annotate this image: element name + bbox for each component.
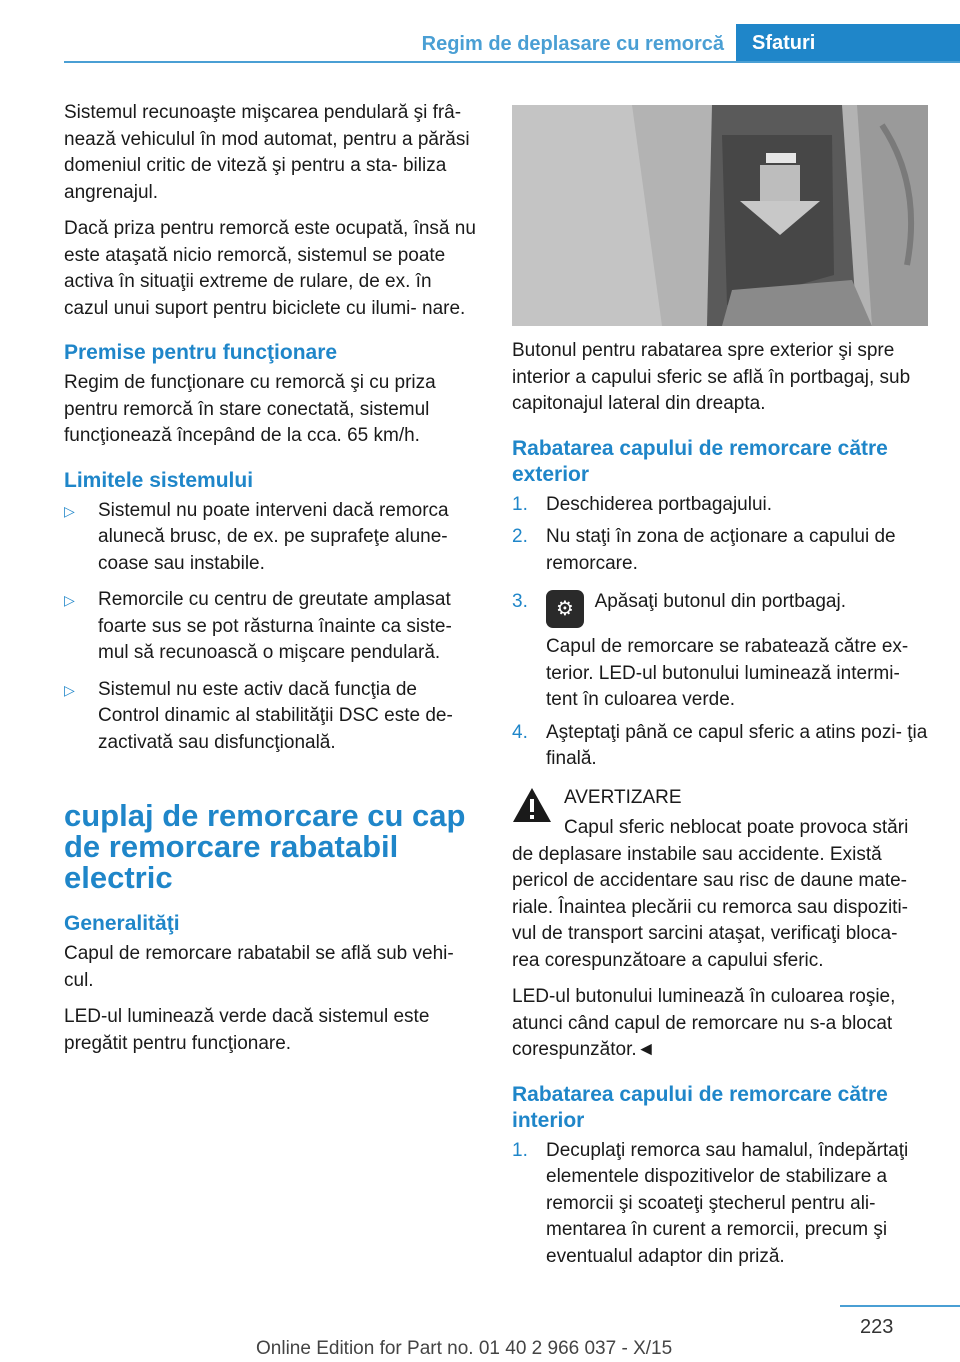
heading-fold-in: Rabatarea capului de remorcare către interior bbox=[512, 1082, 888, 1132]
list-item bbox=[512, 524, 928, 577]
list-item bbox=[512, 720, 928, 773]
paragraph-general-1: Capul de remorcare rabatabil se află sub vehi- cul. bbox=[64, 943, 454, 991]
paragraph-general-2: LED-ul luminează verde dacă sistemul este pregătit pentru funcţionare. bbox=[64, 1006, 430, 1054]
photo-caption: Butonul pentru rabatarea spre exterior şi spre interior a capului sferic se află în portbagaj, sub capitonajul lateral din dreapta. bbox=[512, 340, 911, 414]
list-item bbox=[512, 492, 928, 519]
step-text: Apăsaţi butonul din portbagaj. bbox=[594, 591, 846, 612]
heading-main-section: cuplaj de remorcare cu cap de remorcare rabatabil electric bbox=[64, 798, 466, 895]
paragraph-socket: Dacă priza pentru remorcă este ocupată, însă nu este ataşată nicio remorcă, sistemul se poate activa în situaţii extreme de rulare, de ex. în cazul unui suport pentru biciclete cu ilumi- nare. bbox=[64, 218, 476, 319]
warning-block bbox=[512, 785, 928, 975]
paragraph-pendulum: Sistemul recunoaşte mişcarea pendulară şi frâ- nează vehiculul în mod automat, pentru a părăsi domeniul critic de viteză şi pentru a sta- biliza angrenajul. bbox=[64, 102, 470, 203]
heading-limits: Limitele sistemului bbox=[64, 468, 254, 492]
tow-hitch-button-icon: ⚙ bbox=[546, 590, 584, 628]
trunk-panel-illustration bbox=[512, 105, 928, 326]
paragraph-premise: Regim de funcţionare cu remorcă şi cu priza pentru remorcă în stare conectată, sistemul funcţionează începând de la cca. 65 km/h. bbox=[64, 372, 436, 446]
step-text: Nu staţi în zona de acţionare a capului de remorcare. bbox=[546, 526, 896, 574]
step-number: 1. bbox=[512, 493, 528, 515]
footer-edition: Online Edition for Part no. 01 40 2 966 037 - X/15 bbox=[256, 1338, 673, 1359]
step-number: 4. bbox=[512, 721, 528, 743]
step-text: Decuplaţi remorca sau hamalul, îndepărtaţi elementele dispozitivelor de stabilizare a remorcii şi scoateţi ştecherul pentru ali- mentarea în curent a remorcii, precum şi eventualul adaptor din priză. bbox=[546, 1139, 909, 1267]
warning-text: Capul sferic neblocat poate provoca stări de deplasare instabile sau accidente. Există pericol de accidentare sau risc de daune mate- riale. Înaintea plecării cu remorca sau dispoziti- vul de transport sarcini ataşat, verificaţi bloca- rea corespunzătoare a capului sferic. bbox=[512, 817, 909, 971]
list-item: ▷ Sistemul nu poate interveni dacă remorca alunecă brusc, de ex. pe suprafeţe alune- coase sau instabile. bbox=[64, 498, 478, 578]
running-header-chapter: Sfaturi bbox=[736, 24, 960, 62]
heading-general: Generalităţi bbox=[64, 912, 180, 935]
warning-title: AVERTIZARE bbox=[564, 786, 682, 808]
step-number: 3. bbox=[512, 591, 528, 612]
limits-list bbox=[64, 498, 478, 757]
step-number: 1. bbox=[512, 1139, 528, 1161]
step-number: 2. bbox=[512, 526, 528, 547]
warning-triangle-icon bbox=[512, 787, 552, 823]
step-subtext: Capul de remorcare se rabatează către ex- terior. LED-ul butonului luminează intermi- tent în culoarea verde. bbox=[546, 636, 909, 710]
running-header-section: Regim de deplasare cu remorcă bbox=[421, 33, 724, 55]
step-text: Aşteptaţi până ce capul sferic a atins pozi- ţia finală. bbox=[546, 721, 928, 769]
heading-premise: Premise pentru funcţionare bbox=[64, 341, 338, 364]
trunk-button-photo bbox=[512, 105, 928, 326]
fold-out-steps bbox=[512, 492, 928, 773]
header-rule bbox=[64, 61, 960, 63]
paragraph-led-red: LED-ul butonului luminează în culoarea roşie, atunci când capul de remorcare nu s-a blocat corespunzător.◄ bbox=[512, 986, 896, 1060]
left-column bbox=[64, 100, 478, 1067]
right-column bbox=[512, 338, 928, 1276]
page-number: 223 bbox=[860, 1316, 894, 1338]
footer-rule bbox=[840, 1305, 960, 1307]
list-item bbox=[512, 589, 928, 714]
step-text: Deschiderea portbagajului. bbox=[546, 493, 773, 515]
list-item: ▷ Remorcile cu centru de greutate amplasat foarte sus se pot răsturna înainte ca siste- mul să recunoască o mişcare pendulară. bbox=[64, 587, 478, 667]
list-item: ▷ Sistemul nu este activ dacă funcţia de Control dinamic al stabilităţii DSC este de- zactivată sau disfuncţională. bbox=[64, 677, 478, 757]
heading-fold-out: Rabatarea capului de remorcare către exterior bbox=[512, 436, 888, 486]
list-item bbox=[512, 1138, 928, 1271]
fold-in-steps bbox=[512, 1138, 928, 1271]
